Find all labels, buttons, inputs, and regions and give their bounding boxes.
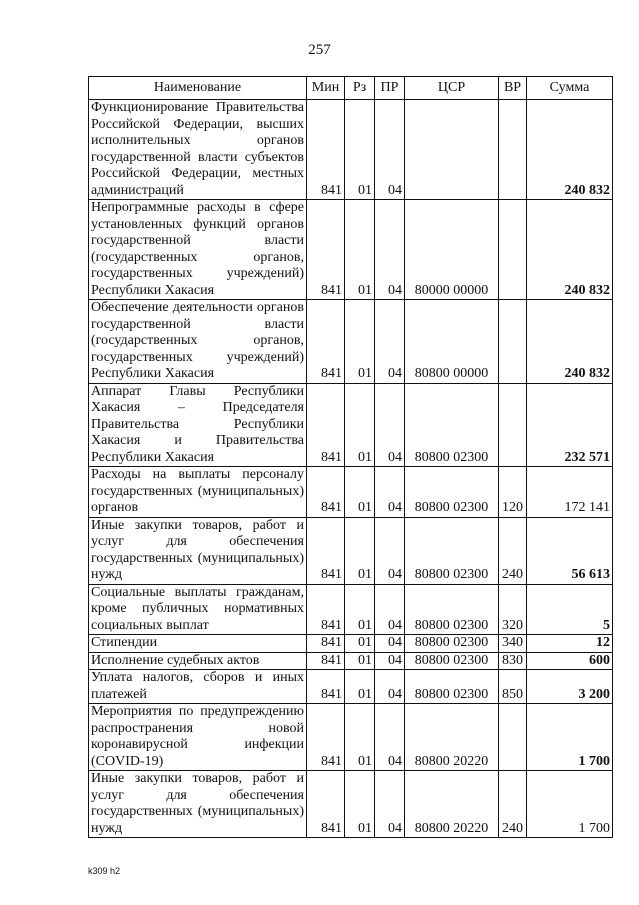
row-csr: 80800 02300 [405,670,499,704]
table-row [89,300,613,384]
row-min: 841 [307,635,345,653]
row-min: 841 [307,300,345,384]
row-rz: 01 [345,635,375,653]
row-min: 841 [307,383,345,467]
row-sum: 12 [527,635,613,653]
row-min: 841 [307,704,345,771]
row-sum: 172 141 [527,467,613,518]
row-pr: 04 [375,200,405,300]
row-pr: 04 [375,100,405,200]
page-number: 257 [308,42,331,58]
row-sum: 240 832 [527,300,613,384]
row-rz: 01 [345,704,375,771]
table-row [89,584,613,635]
row-name: Расходы на выплаты персоналу государственных (муниципальных) органов [89,467,307,518]
row-vr: 240 [499,771,527,838]
header-sum: Сумма [527,77,613,100]
table-row [89,771,613,838]
row-min: 841 [307,467,345,518]
row-csr: 80800 02300 [405,383,499,467]
table-row [89,652,613,670]
table-row [89,517,613,584]
row-sum: 3 200 [527,670,613,704]
row-min: 841 [307,771,345,838]
row-sum: 1 700 [527,771,613,838]
row-rz: 01 [345,652,375,670]
row-pr: 04 [375,584,405,635]
table-row [89,100,613,200]
row-csr: 80800 00000 [405,300,499,384]
row-rz: 01 [345,300,375,384]
header-csr: ЦСР [405,77,499,100]
row-name: Исполнение судебных актов [89,652,307,670]
table-row [89,704,613,771]
row-pr: 04 [375,383,405,467]
row-sum: 56 613 [527,517,613,584]
row-min: 841 [307,670,345,704]
row-pr: 04 [375,704,405,771]
row-min: 841 [307,517,345,584]
row-name: Функционирование Правительства Российской Федерации, высших исполнительных органов государственной власти субъектов Российской Федерации, местных администраций [89,100,307,200]
row-vr: 120 [499,467,527,518]
row-vr: 340 [499,635,527,653]
document-code: k309 h2 [88,866,121,876]
row-csr: 80800 02300 [405,652,499,670]
row-sum: 600 [527,652,613,670]
row-vr: 830 [499,652,527,670]
row-pr: 04 [375,635,405,653]
row-vr [499,383,527,467]
table-row [89,200,613,300]
row-rz: 01 [345,100,375,200]
row-sum: 240 832 [527,200,613,300]
row-name: Социальные выплаты гражданам, кроме публичных нормативных социальных выплат [89,584,307,635]
row-name: Непрограммные расходы в сфере установленных функций органов государственной власти (государственных органов, государственных учреждений) Республики Хакасия [89,200,307,300]
row-vr: 850 [499,670,527,704]
row-pr: 04 [375,467,405,518]
row-sum: 240 832 [527,100,613,200]
row-rz: 01 [345,584,375,635]
row-vr: 240 [499,517,527,584]
row-min: 841 [307,100,345,200]
row-vr [499,200,527,300]
table-row [89,467,613,518]
row-name: Аппарат Главы Республики Хакасия – Председателя Правительства Республики Хакасия и Правительства Республики Хакасия [89,383,307,467]
header-min: Мин [307,77,345,100]
row-min: 841 [307,652,345,670]
row-rz: 01 [345,517,375,584]
table-row [89,383,613,467]
row-csr: 80800 20220 [405,704,499,771]
row-name: Мероприятия по предупреждению распространения новой коронавирусной инфекции (COVID-19) [89,704,307,771]
row-pr: 04 [375,517,405,584]
header-name: Наименование [89,77,307,100]
row-csr: 80800 02300 [405,517,499,584]
row-csr: 80800 02300 [405,584,499,635]
header-vr: ВР [499,77,527,100]
header-pr: ПР [375,77,405,100]
row-name: Уплата налогов, сборов и иных платежей [89,670,307,704]
row-rz: 01 [345,200,375,300]
row-name: Иные закупки товаров, работ и услуг для обеспечения государственных (муниципальных) нужд [89,517,307,584]
row-min: 841 [307,200,345,300]
row-rz: 01 [345,383,375,467]
row-sum: 5 [527,584,613,635]
row-csr: 80800 20220 [405,771,499,838]
row-vr [499,100,527,200]
row-min: 841 [307,584,345,635]
row-vr [499,300,527,384]
row-pr: 04 [375,670,405,704]
row-pr: 04 [375,771,405,838]
row-sum: 232 571 [527,383,613,467]
table-header-row [89,77,613,100]
row-pr: 04 [375,300,405,384]
row-name: Обеспечение деятельности органов государственной власти (государственных органов, государственных учреждений) Республики Хакасия [89,300,307,384]
budget-table [88,76,613,838]
header-rz: Рз [345,77,375,100]
row-vr: 320 [499,584,527,635]
row-csr [405,100,499,200]
table-row [89,635,613,653]
row-sum: 1 700 [527,704,613,771]
row-name: Иные закупки товаров, работ и услуг для обеспечения государственных (муниципальных) нужд [89,771,307,838]
row-rz: 01 [345,771,375,838]
row-rz: 01 [345,670,375,704]
row-vr [499,704,527,771]
row-csr: 80800 02300 [405,467,499,518]
row-rz: 01 [345,467,375,518]
row-csr: 80800 02300 [405,635,499,653]
row-pr: 04 [375,652,405,670]
row-csr: 80000 00000 [405,200,499,300]
row-name: Стипендии [89,635,307,653]
table-row [89,670,613,704]
